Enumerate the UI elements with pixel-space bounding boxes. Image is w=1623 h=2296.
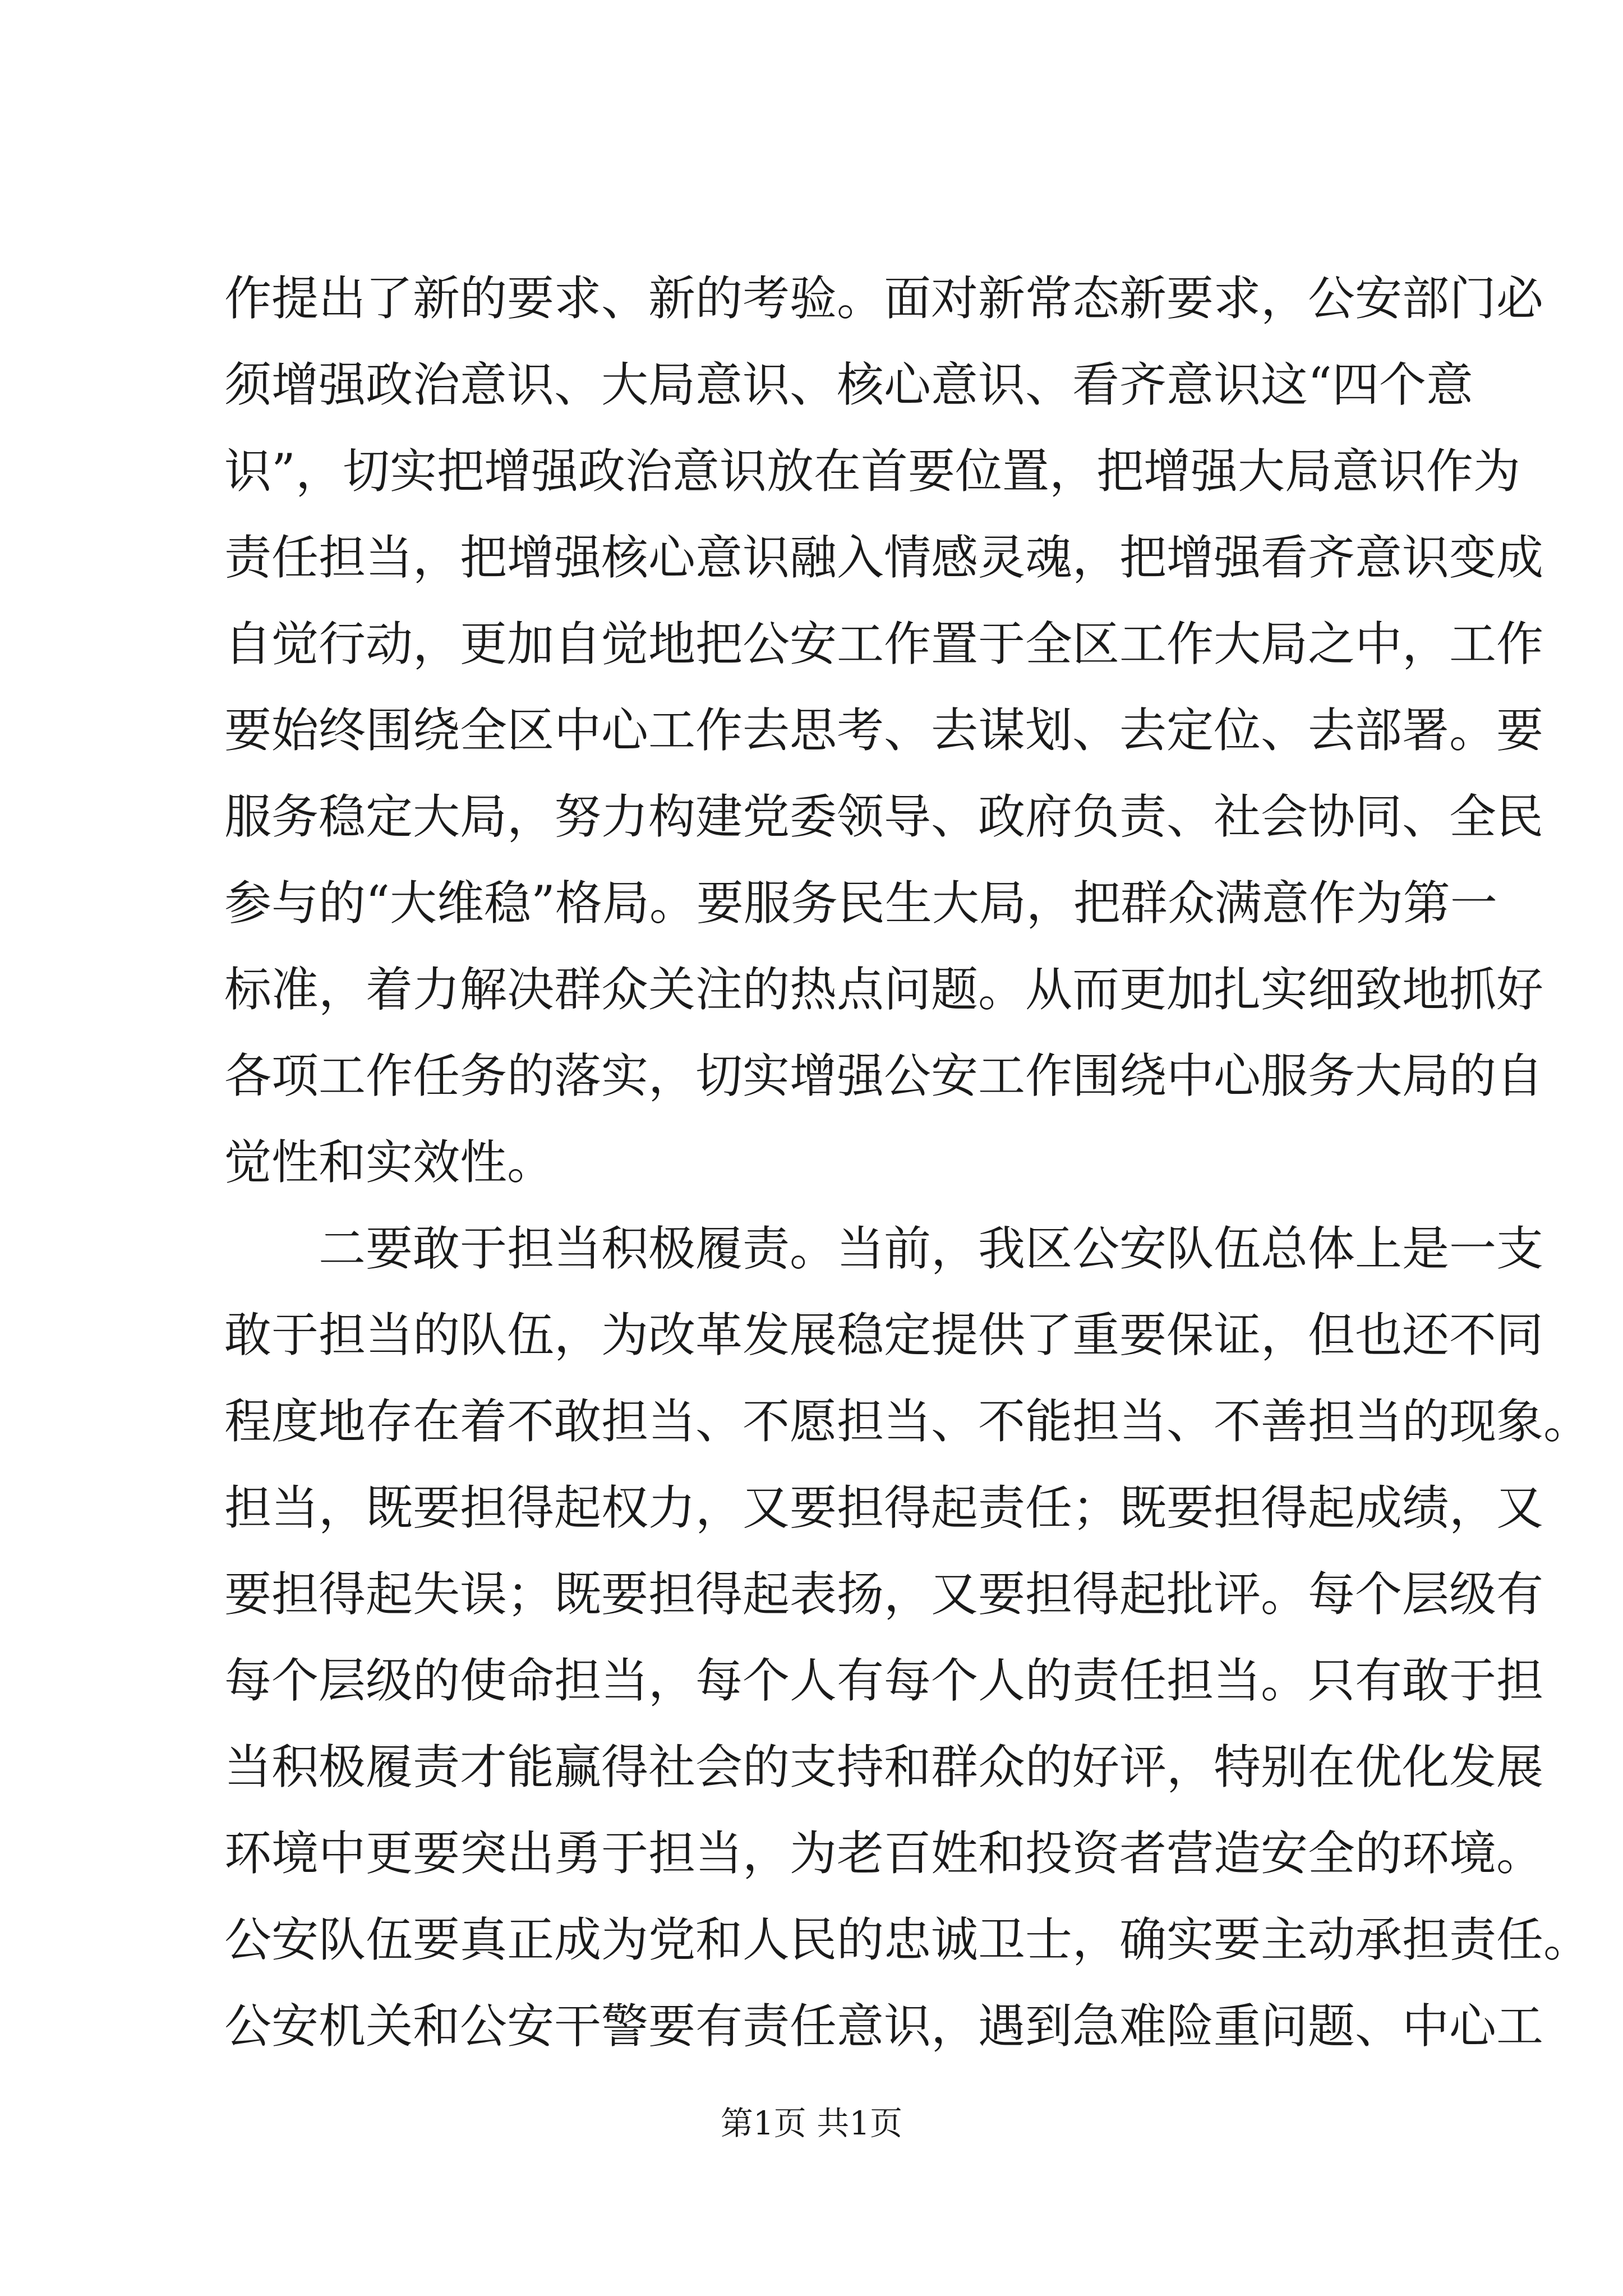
body-text	[224, 255, 1591, 2069]
text-line: 各项工作任务的落实，切实增强公安工作围绕中心服务大局的自	[224, 1048, 1544, 1103]
text-line: 每个层级的使命担当，每个人有每个人的责任担当。只有敢于担	[224, 1653, 1544, 1708]
text-line: 责任担当，把增强核心意识融入情感灵魂，把增强看齐意识变成	[224, 530, 1544, 585]
text-line: 公安队伍要真正成为党和人民的忠诚卫士，确实要主动承担责任。	[224, 1912, 1591, 1967]
text-line: 公安机关和公安干警要有责任意识，遇到急难险重问题、中心工	[224, 1999, 1544, 2054]
text-line: 自觉行动，更加自觉地把公安工作置于全区工作大局之中，工作	[224, 616, 1544, 671]
text-line: 服务稳定大局，努力构建党委领导、政府负责、社会协同、全民	[224, 789, 1544, 844]
text-line: 参与的“大维稳”格局。要服务民生大局，把群众满意作为第一	[224, 876, 1497, 931]
page-footer	[0, 2101, 1623, 2146]
text-line: 觉性和实效性。	[224, 1135, 555, 1190]
text-line: 作提出了新的要求、新的考验。面对新常态新要求，公安部门必	[224, 271, 1544, 326]
text-line: 环境中更要突出勇于担当，为老百姓和投资者营造安全的环境。	[224, 1826, 1544, 1881]
text-line: 敢于担当的队伍，为改革发展稳定提供了重要保证，但也还不同	[224, 1308, 1544, 1363]
text-line: 标准，着力解决群众关注的热点问题。从而更加扎实细致地抓好	[224, 962, 1544, 1017]
text-line: 要始终围绕全区中心工作去思考、去谋划、去定位、去部署。要	[224, 703, 1544, 758]
text-line: 要担得起失误；既要担得起表扬，又要担得起批评。每个层级有	[224, 1567, 1544, 1622]
page-number-label: 第1页 共1页	[720, 2104, 903, 2142]
text-line: 程度地存在着不敢担当、不愿担当、不能担当、不善担当的现象。	[224, 1394, 1591, 1449]
text-line: 识”，切实把增强政治意识放在首要位置，把增强大局意识作为	[224, 444, 1520, 499]
text-line: 当积极履责才能赢得社会的支持和群众的好评，特别在优化发展	[224, 1740, 1544, 1795]
text-line: 须增强政治意识、大局意识、核心意识、看齐意识这“四个意	[224, 357, 1473, 412]
text-line: 二要敢于担当积极履责。当前，我区公安队伍总体上是一支	[224, 1221, 1544, 1276]
text-line: 担当，既要担得起权力，又要担得起责任；既要担得起成绩，又	[224, 1480, 1544, 1535]
